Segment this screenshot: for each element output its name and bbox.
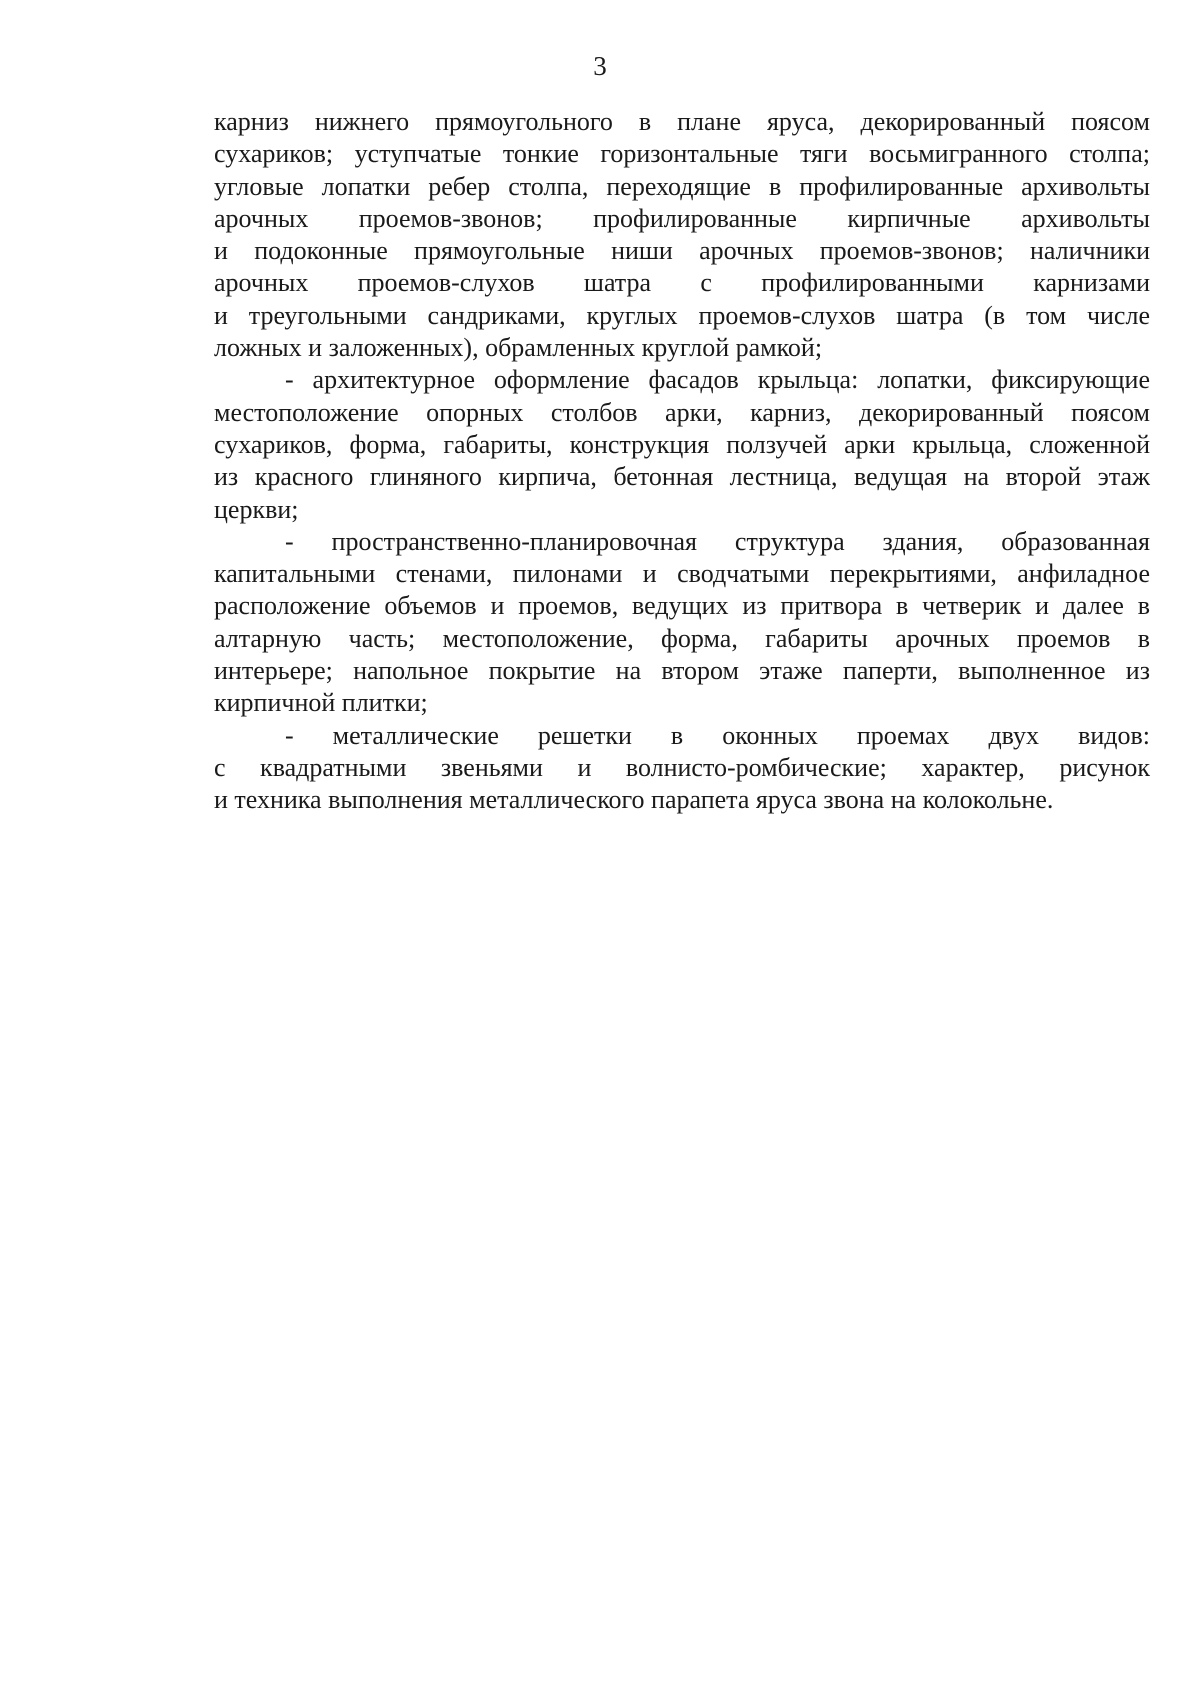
paragraph-spatial-structure — [214, 526, 1150, 720]
text-line: ложных и заложенных), обрамленных круглой рамкой; — [214, 333, 823, 363]
text-line: - архитектурное оформление фасадов крыльца: лопатки, фиксирующие — [285, 365, 1150, 395]
paragraph-metal-grilles — [214, 720, 1150, 817]
text-line: местоположение опорных столбов арки, карниз, декорированный поясом — [214, 397, 1150, 427]
text-line: - металлические решетки в оконных проемах двух видов: — [285, 720, 1150, 750]
text-line: арочных проемов-звонов; профилированные кирпичные архивольты — [214, 203, 1150, 233]
text-line: арочных проемов-слухов шатра с профилированными карнизами — [214, 268, 1150, 298]
text-line: карниз нижнего прямоугольного в плане яруса, декорированный поясом — [214, 107, 1150, 136]
paragraph-cornice-details — [214, 106, 1150, 364]
text-line: капитальными стенами, пилонами и сводчатыми перекрытиями, анфиладное — [214, 559, 1150, 589]
text-line: расположение объемов и проемов, ведущих из притвора в четверик и далее в — [214, 591, 1150, 621]
paragraph-porch-facades — [214, 364, 1150, 525]
page-number: 3 — [593, 51, 607, 81]
text-line: церкви; — [214, 494, 299, 524]
text-line: алтарную часть; местоположение, форма, габариты арочных проемов в — [214, 623, 1150, 653]
text-line: с квадратными звеньями и волнисто-ромбические; характер, рисунок — [214, 752, 1150, 782]
text-line: - пространственно-планировочная структура здания, образованная — [285, 526, 1150, 556]
text-line: интерьере; напольное покрытие на втором этаже паперти, выполненное из — [214, 656, 1150, 686]
text-line: и треугольными сандриками, круглых проемов-слухов шатра (в том числе — [214, 300, 1150, 330]
text-line: и подоконные прямоугольные ниши арочных проемов-звонов; наличники — [214, 236, 1150, 266]
text-line: кирпичной плитки; — [214, 688, 428, 718]
text-line: из красного глиняного кирпича, бетонная лестница, ведущая на второй этаж — [214, 462, 1150, 492]
text-line: сухариков; уступчатые тонкие горизонтальные тяги восьмигранного столпа; — [214, 139, 1150, 169]
text-line: и техника выполнения металлического парапета яруса звона на колокольне. — [214, 785, 1054, 815]
text-line: угловые лопатки ребер столпа, переходящие в профилированные архивольты — [214, 171, 1150, 201]
document-body — [214, 106, 1150, 817]
text-line: сухариков, форма, габариты, конструкция ползучей арки крыльца, сложенной — [214, 429, 1150, 459]
